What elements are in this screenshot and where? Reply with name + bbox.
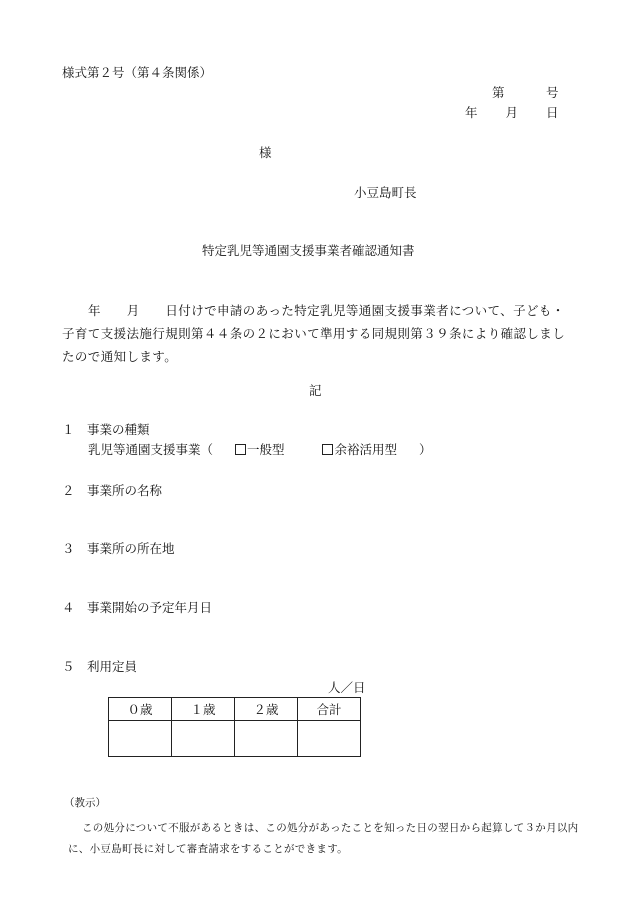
checkbox-general[interactable] <box>235 444 246 455</box>
notice-heading: （教示） <box>64 797 106 809</box>
notice-body <box>68 818 580 860</box>
addressee-suffix: 様 <box>259 145 272 160</box>
header-age-0: ０歳 <box>109 698 172 721</box>
item-start-date: ４ 事業開始の予定年月日 <box>62 600 213 615</box>
option-general: 一般型 <box>246 442 285 457</box>
item-capacity: ５ 利用定員 <box>62 659 138 674</box>
notice-text: この処分について不服があるときは、この処分があったことを知った日の翌日から起算して３か月以内に、小豆島町長に対して審査請求をすることができます。 <box>68 822 579 855</box>
document-number: 第 号 <box>492 85 560 100</box>
business-type-prefix: 乳児等通園支援事業（ <box>88 442 214 457</box>
option-surplus: 余裕活用型 <box>334 442 397 457</box>
header-age-1: １歳 <box>172 698 235 721</box>
document-title: 特定乳児等通園支援事業者確認通知書 <box>202 243 415 258</box>
value-age-0[interactable] <box>109 721 172 757</box>
value-age-1[interactable] <box>172 721 235 757</box>
capacity-value-row <box>109 721 361 757</box>
body-paragraph <box>62 299 577 368</box>
value-age-2[interactable] <box>235 721 298 757</box>
issuer: 小豆島町長 <box>354 185 417 200</box>
item-facility-address: ３ 事業所の所在地 <box>62 541 175 556</box>
item-business-type: １ 事業の種類 <box>62 422 150 437</box>
checkbox-surplus[interactable] <box>322 444 333 455</box>
capacity-unit: 人／日 <box>328 680 366 695</box>
body-text: 年 月 日付けで申請のあった特定乳児等通園支援事業者について、子ども・子育て支援法施行規則第４４条の２において準用する同規則第３９条により確認しましたので通知します。 <box>62 303 566 364</box>
ki-heading: 記 <box>309 383 322 398</box>
capacity-header-row <box>109 698 361 721</box>
form-id: 様式第２号（第４条関係） <box>62 65 213 80</box>
document-date: 年 月 日 <box>465 105 560 120</box>
capacity-table <box>108 697 361 757</box>
business-type-suffix: ） <box>418 442 432 457</box>
value-total[interactable] <box>298 721 361 757</box>
item-facility-name: ２ 事業所の名称 <box>62 483 163 498</box>
header-age-2: ２歳 <box>235 698 298 721</box>
header-total: 合計 <box>298 698 361 721</box>
business-type-line <box>88 444 431 457</box>
